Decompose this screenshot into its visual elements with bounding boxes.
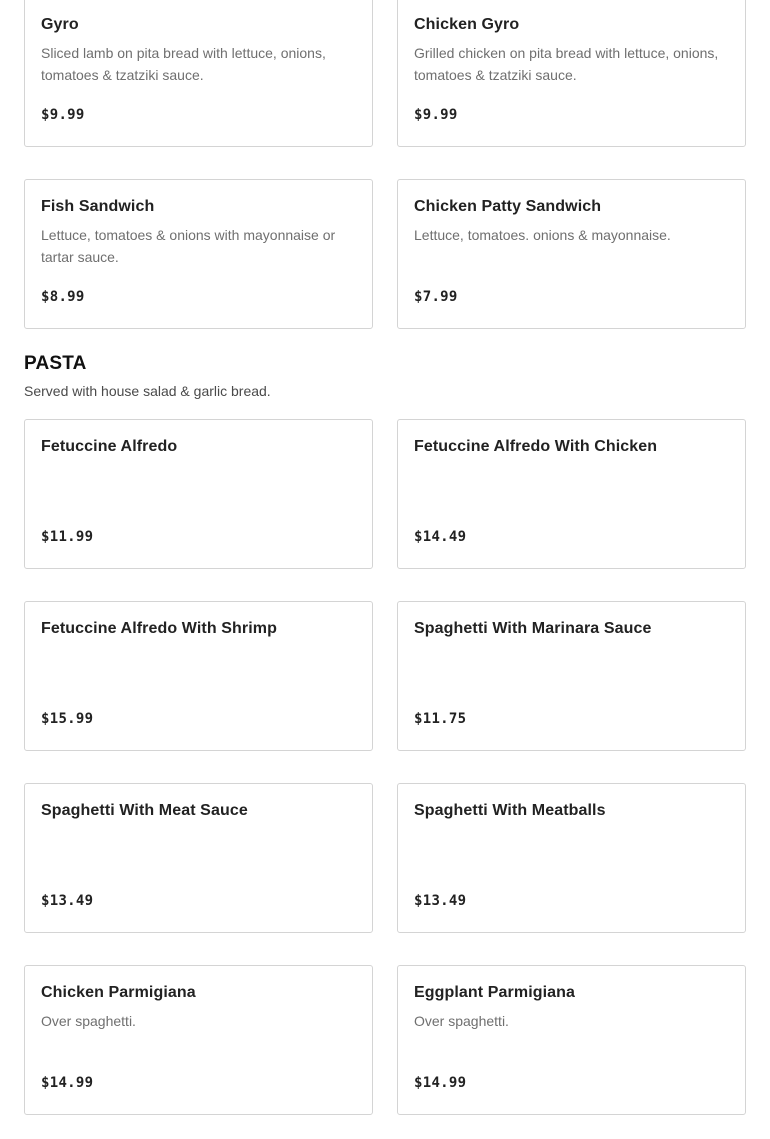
- menu-item-card[interactable]: [397, 0, 746, 147]
- menu-item-price: $11.75: [414, 711, 467, 727]
- menu-item-name: Chicken Parmigiana: [41, 984, 196, 1001]
- menu-item-name: Spaghetti With Marinara Sauce: [414, 620, 652, 637]
- menu-item-card[interactable]: [24, 419, 373, 569]
- menu-item-card[interactable]: [24, 965, 373, 1115]
- menu-item-price: $9.99: [41, 107, 85, 123]
- menu-item-description: Lettuce, tomatoes. onions & mayonnaise.: [414, 227, 671, 243]
- menu-item-price: $7.99: [414, 289, 458, 305]
- menu-item-card[interactable]: [397, 419, 746, 569]
- menu-item-card[interactable]: [397, 783, 746, 933]
- menu-item-description: Over spaghetti.: [414, 1013, 509, 1029]
- menu-item-price: $14.49: [414, 529, 467, 545]
- menu-item-name: Eggplant Parmigiana: [414, 984, 576, 1001]
- menu-item-price: $15.99: [41, 711, 94, 727]
- sandwich-items-grid: [24, 0, 746, 329]
- menu-item-name: Fetuccine Alfredo: [41, 438, 178, 455]
- menu-item-card[interactable]: [24, 179, 373, 329]
- menu-item-price: $14.99: [414, 1075, 467, 1091]
- menu-item-card[interactable]: [24, 783, 373, 933]
- menu-item-name: Fish Sandwich: [41, 198, 155, 215]
- menu-item-price: $14.99: [41, 1075, 94, 1091]
- menu-item-name: Fetuccine Alfredo With Shrimp: [41, 620, 277, 637]
- menu-item-price: $13.49: [414, 893, 467, 909]
- menu-item-description: Lettuce, tomatoes & onions with mayonnaise or tartar sauce.: [41, 227, 336, 265]
- menu-item-price: $13.49: [41, 893, 94, 909]
- menu-item-name: Chicken Gyro: [414, 16, 520, 33]
- menu-item-card[interactable]: [397, 601, 746, 751]
- menu-item-price: $8.99: [41, 289, 85, 305]
- menu-item-name: Spaghetti With Meat Sauce: [41, 802, 248, 819]
- menu-item-card[interactable]: [397, 965, 746, 1115]
- menu-item-name: Gyro: [41, 16, 79, 33]
- menu-item-name: Fetuccine Alfredo With Chicken: [414, 438, 658, 455]
- menu-item-description: Over spaghetti.: [41, 1013, 136, 1029]
- menu-item-card[interactable]: [397, 179, 746, 329]
- pasta-items-grid: [24, 419, 746, 1115]
- menu-item-description: Sliced lamb on pita bread with lettuce, onions, tomatoes & tzatziki sauce.: [41, 45, 326, 83]
- menu-item-name: Chicken Patty Sandwich: [414, 198, 602, 215]
- menu-item-description: Grilled chicken on pita bread with lettuce, onions, tomatoes & tzatziki sauce.: [414, 45, 719, 83]
- menu-item-price: $9.99: [414, 107, 458, 123]
- section-subtitle-pasta: Served with house salad & garlic bread.: [24, 383, 271, 399]
- menu-item-card[interactable]: [24, 0, 373, 147]
- menu-item-card[interactable]: [24, 601, 373, 751]
- menu-item-name: Spaghetti With Meatballs: [414, 802, 606, 819]
- menu-item-price: $11.99: [41, 529, 94, 545]
- section-title-pasta: PASTA: [24, 353, 87, 374]
